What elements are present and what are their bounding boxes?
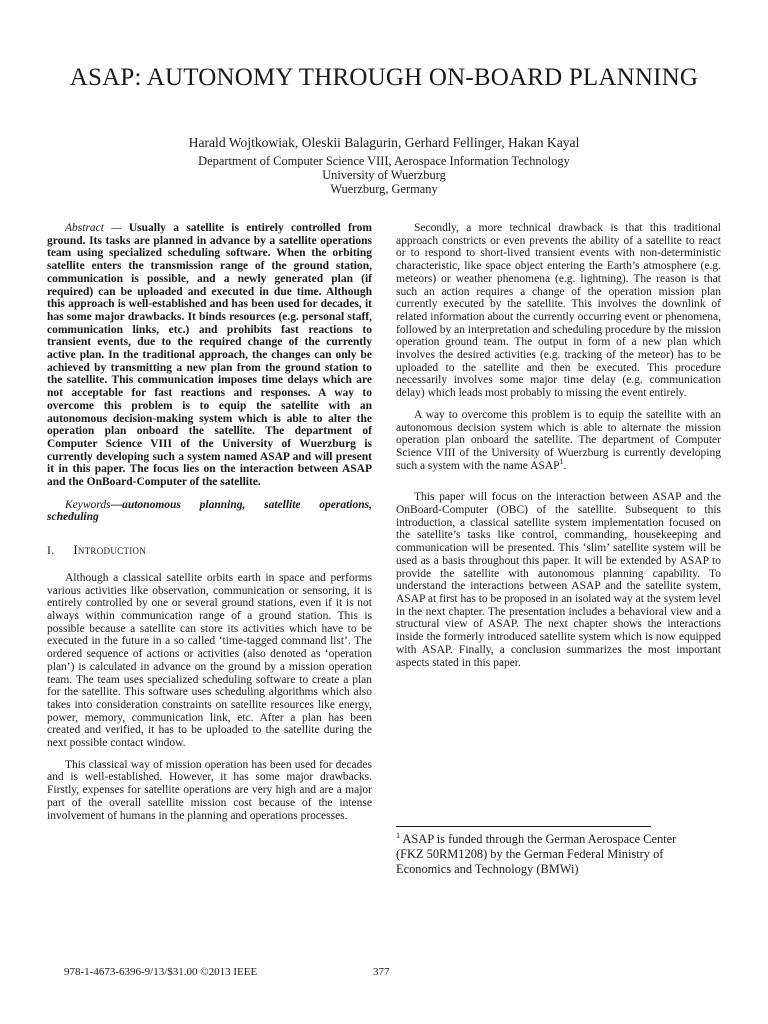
affiliation-location: Wuerzburg, Germany bbox=[330, 182, 438, 196]
right-paragraph-3: This paper will focus on the interaction between ASAP and the OnBoard-Computer (OBC) of the satellite. Subsequent to this introduction, a classical satellite system implementation focused on the satellite’s tasks like control, commanding, housekeeping and communication will be presented. This ‘slim’ satellite system will be used as a basis throughout this paper. It will be extended by ASAP to provide the satellite with autonomous planning capability. To understand the interactions between ASAP and the satellite system, ASAP at first has to be proposed in an isolated way at the system level in the next chapter. The presentation includes a behavioral view and a structural view of ASAP. The next chapter shows the interactions inside the formerly introduced satellite system which is now equipped with ASAP. Finally, a conclusion summarizes the most important aspects stated in this paper. bbox=[396, 491, 721, 669]
intro-paragraph-2: This classical way of mission operation has been used for decades and is well-established. However, it has some major drawbacks. Firstly, expenses for satellite operations are very high and are a major part of the overall satellite mission cost because of the intense involvement of humans in the planning and operations processes. bbox=[47, 758, 372, 822]
abstract-text: Usually a satellite is entirely controlled from ground. Its tasks are planned in advance by a satellite operations team using specialized scheduling software. When the orbiting satellite enters the transmission range of the ground station, communication is possible, and a newly generated plan (if required) can be uploaded and executed in due time. Although this approach is well-established and has been used for decades, it has some major drawbacks. It binds resources (e.g. personal staff, communication links, etc.) and prohibits fast reactions to transient events, due to the required change of the currently active plan. In the traditional approach, the changes can only be achieved by transmitting a new plan from the ground station to the satellite. This communication imposes time delays which are not acceptable for fast reactions and responses. A way to overcome this problem is to equip the satellite with an autonomous decision-making system which is able to alter the operation plan onboard the satellite. The department of Computer Science VIII of the University of Wuerzburg is currently developing such a system named ASAP and will present it in this paper. The focus lies on the interaction between ASAP and the OnBoard-Computer of the satellite. bbox=[47, 222, 372, 489]
footnote bbox=[396, 832, 696, 877]
keywords bbox=[47, 499, 372, 524]
abstract bbox=[47, 222, 372, 489]
section-heading-introduction bbox=[47, 544, 372, 558]
footnote-divider bbox=[396, 826, 651, 827]
author-list: Harald Wojtkowiak, Oleskii Balagurin, Gerhard Fellinger, Hakan Kayal bbox=[188, 135, 580, 150]
keywords-text: —autonomous planning, satellite operations, scheduling bbox=[47, 498, 372, 524]
right-paragraph-2 bbox=[396, 409, 721, 473]
right-paragraph-2-text: A way to overcome this problem is to equip the satellite with an autonomous decision system which is able to alternate the mission operation plan onboard the satellite. The department of Computer Science VIII of the University of Wuerzburg is currently developing such a system with the name ASAP bbox=[396, 408, 721, 472]
footnote-reference: 1 bbox=[559, 456, 564, 466]
right-column bbox=[396, 222, 721, 669]
footer-isbn: 978-1-4673-6396-9/13/$31.00 ©2013 IEEE bbox=[64, 966, 258, 978]
footnote-text: ASAP is funded through the German Aerospace Center (FKZ 50RM1208) by the German Federal Ministry of Economics and Technology (BMWi) bbox=[396, 832, 677, 876]
right-paragraph-2-end: . bbox=[563, 459, 567, 472]
affiliation-university: University of Wuerzburg bbox=[322, 168, 446, 182]
left-column bbox=[47, 222, 372, 822]
section-number: I. bbox=[47, 545, 55, 558]
section-title: Introduction bbox=[73, 543, 147, 558]
intro-paragraph-1: Although a classical satellite orbits earth in space and performs various activities like observation, communication or sensoring, it is entirely controlled by one or several ground stations, even if it is not always within communication range of a ground station. This is possible because a satellite can store its activities which have to be executed in the future in a so called ‘time-tagged command list’. The ordered sequence of actions or activities (also denoted as ‘operation plan’) is calculated in advance on the ground by a mission operation team. The team uses specialized scheduling software to create a plan for the satellite. This software uses scheduling algorithms which also takes into consideration constraints on satellite resources like energy, power, memory, communication link, etc. After a plan has been created and verified, it has to be uploaded to the satellite during the next possible contact window. bbox=[47, 571, 372, 750]
affiliation-department: Department of Computer Science VIII, Aerospace Information Technology bbox=[198, 154, 570, 168]
page-number: 377 bbox=[373, 966, 390, 978]
paper-title: ASAP: AUTONOMY THROUGH ON-BOARD PLANNING bbox=[69, 64, 699, 91]
keywords-label: Keywords bbox=[65, 498, 111, 511]
footnote-mark: 1 bbox=[396, 830, 400, 840]
abstract-label: Abstract — bbox=[65, 222, 122, 234]
right-paragraph-1: Secondly, a more technical drawback is that this traditional approach constricts or even prevents the ability of a satellite to react or to respond to short-lived transient events with non-deterministic characteristic, like space object entering the Earth’s atmosphere (e.g. meteors) or weather phenomena (e.g. lightning). The reason is that such an action requires a change of the operation mission plan currently executed by the satellite. This involves the downlink of related information about the currently occurring event or phenomena, followed by an interpretation and scheduling procedure by the mission operation ground team. The output in form of a new plan which involves the desired activities (e.g. tracking of the meteor) has to be uploaded to the satellite and then be executed. This procedure necessarily involves some major time delay (e.g. communication delay) which leads most probably to missing the event entirely. bbox=[396, 222, 721, 400]
